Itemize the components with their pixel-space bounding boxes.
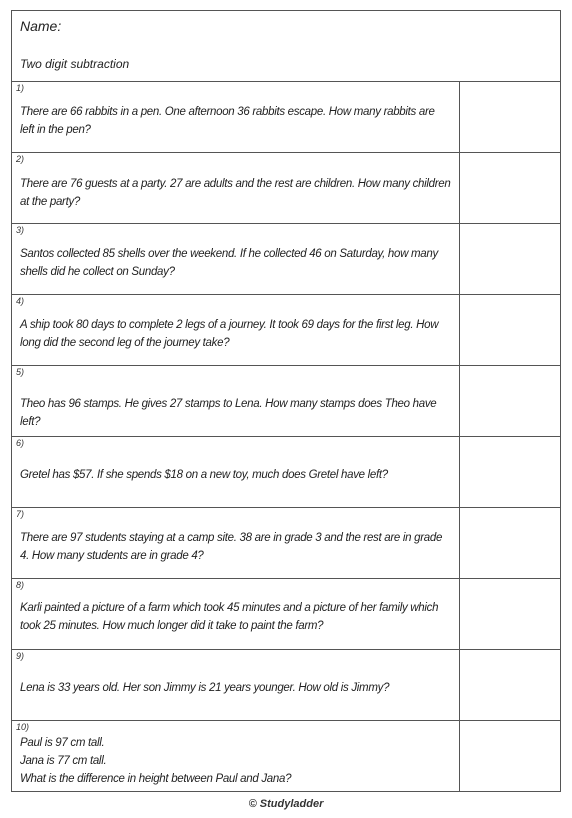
question-number: 4) xyxy=(16,296,25,306)
question-line: Paul is 97 cm tall. xyxy=(20,737,105,749)
worksheet-title: Two digit subtraction xyxy=(20,57,130,71)
answer-box[interactable] xyxy=(460,82,560,152)
question-cell xyxy=(12,295,460,365)
question-number: 1) xyxy=(16,83,25,93)
answer-box[interactable] xyxy=(460,650,560,720)
question-cell xyxy=(12,366,460,436)
question-row xyxy=(12,366,560,437)
answer-box[interactable] xyxy=(460,579,560,649)
question-text: A ship took 80 days to complete 2 legs of a journey. It took 69 days for the first leg. How long did the second leg of the journey take? xyxy=(20,319,439,349)
question-number: 7) xyxy=(16,509,25,519)
question-row xyxy=(12,82,560,153)
answer-box[interactable] xyxy=(460,437,560,507)
question-row xyxy=(12,295,560,366)
question-text: There are 66 rabbits in a pen. One afternoon 36 rabbits escape. How many rabbits are left in the pen? xyxy=(20,106,435,136)
question-row xyxy=(12,153,560,224)
question-row xyxy=(12,579,560,650)
question-number: 3) xyxy=(16,225,25,235)
question-number: 6) xyxy=(16,438,25,448)
worksheet xyxy=(11,10,561,792)
answer-box[interactable] xyxy=(460,224,560,294)
worksheet-header xyxy=(12,11,560,82)
question-number: 9) xyxy=(16,651,25,661)
question-row xyxy=(12,224,560,295)
question-text: There are 76 guests at a party. 27 are adults and the rest are children. How many children at the party? xyxy=(20,178,451,208)
answer-box[interactable] xyxy=(460,153,560,223)
question-text: There are 97 students staying at a camp site. 38 are in grade 3 and the rest are in grade 4. How many students are in grade 4? xyxy=(20,532,443,562)
question-cell xyxy=(12,153,460,223)
question-cell xyxy=(12,82,460,152)
question-row xyxy=(12,650,560,721)
question-text: Lena is 33 years old. Her son Jimmy is 21 years younger. How old is Jimmy? xyxy=(20,682,390,694)
question-cell xyxy=(12,437,460,507)
question-number: 10) xyxy=(16,722,30,732)
question-text: Theo has 96 stamps. He gives 27 stamps to Lena. How many stamps does Theo have left? xyxy=(20,398,437,428)
question-text: Santos collected 85 shells over the weekend. If he collected 46 on Saturday, how many shells did he collect on Sunday? xyxy=(20,248,438,278)
question-line: Jana is 77 cm tall. xyxy=(20,755,107,767)
answer-box[interactable] xyxy=(460,366,560,436)
question-cell xyxy=(12,721,460,791)
question-line: What is the difference in height between Paul and Jana? xyxy=(20,773,292,785)
question-cell xyxy=(12,650,460,720)
question-row xyxy=(12,721,560,791)
question-text: Karli painted a picture of a farm which took 45 minutes and a picture of her family which took 25 minutes. How much longer did it take to paint the farm? xyxy=(20,602,439,632)
answer-box[interactable] xyxy=(460,721,560,791)
copyright-footer: © Studyladder xyxy=(248,798,324,810)
question-text: Gretel has $57. If she spends $18 on a new toy, much does Gretel have left? xyxy=(20,469,388,481)
question-row xyxy=(12,437,560,508)
question-number: 5) xyxy=(16,367,25,377)
question-number: 8) xyxy=(16,580,25,590)
question-text xyxy=(20,734,451,788)
question-number: 2) xyxy=(16,154,25,164)
question-row xyxy=(12,508,560,579)
question-cell xyxy=(12,224,460,294)
name-label: Name: xyxy=(20,18,62,34)
answer-box[interactable] xyxy=(460,508,560,578)
answer-box[interactable] xyxy=(460,295,560,365)
question-cell xyxy=(12,579,460,649)
question-cell xyxy=(12,508,460,578)
